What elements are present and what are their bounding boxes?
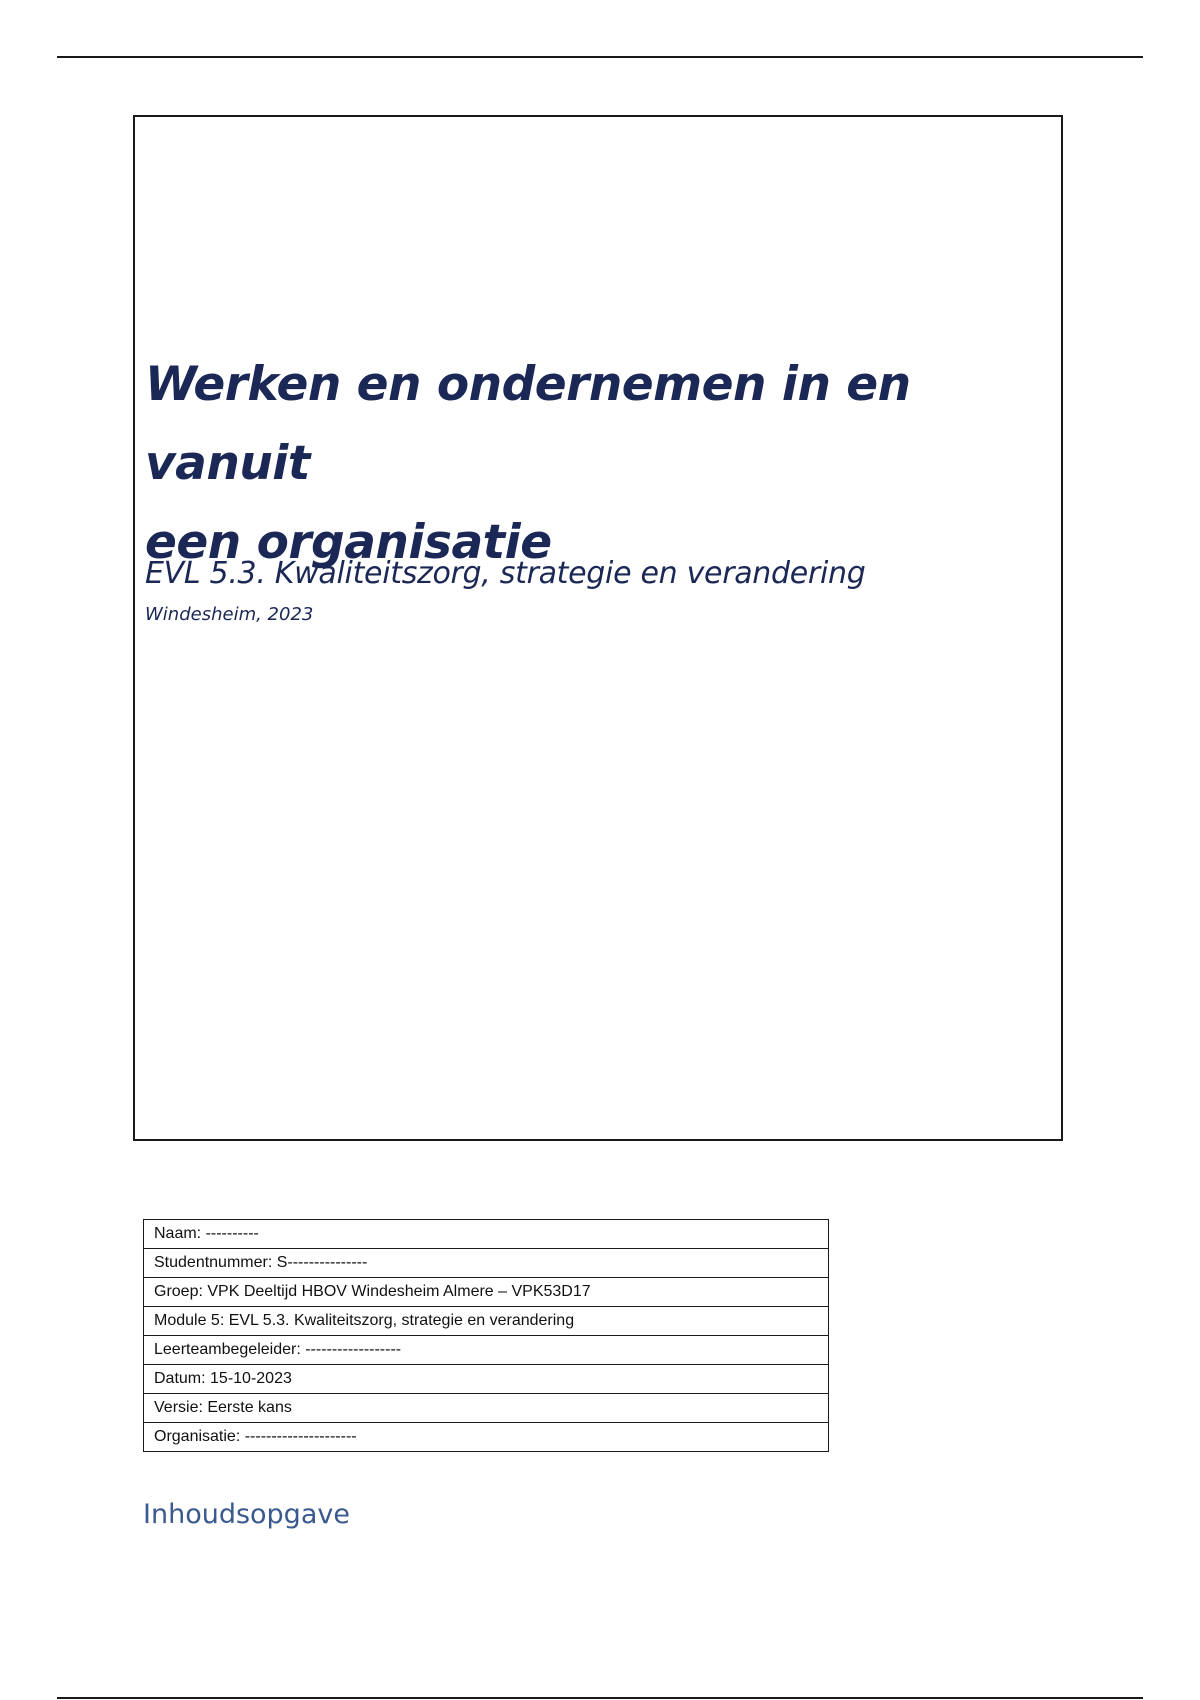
table-row — [144, 1307, 829, 1336]
info-organisation: Organisatie: --------------------- — [144, 1423, 829, 1452]
table-row — [144, 1278, 829, 1307]
document-title — [145, 345, 1045, 582]
cover-frame — [133, 115, 1063, 1141]
table-row — [144, 1423, 829, 1452]
table-row — [144, 1365, 829, 1394]
info-group: Groep: VPK Deeltijd HBOV Windesheim Almere – VPK53D17 — [144, 1278, 829, 1307]
toc-heading: Inhoudsopgave — [143, 1499, 350, 1530]
student-info-table — [143, 1219, 829, 1452]
table-row — [144, 1336, 829, 1365]
table-row — [144, 1220, 829, 1249]
info-name: Naam: ---------- — [144, 1220, 829, 1249]
table-row — [144, 1249, 829, 1278]
document-title-line-1: Werken en ondernemen in en vanuit — [145, 357, 911, 491]
footer-rule — [57, 1697, 1143, 1699]
document-subtitle: EVL 5.3. Kwaliteitszorg, strategie en verandering — [145, 556, 866, 591]
document-title-line-2: een organisatie — [145, 515, 552, 570]
info-version: Versie: Eerste kans — [144, 1394, 829, 1423]
info-module: Module 5: EVL 5.3. Kwaliteitszorg, strategie en verandering — [144, 1307, 829, 1336]
header-rule — [57, 56, 1143, 58]
info-student-number: Studentnummer: S--------------- — [144, 1249, 829, 1278]
info-date: Datum: 15-10-2023 — [144, 1365, 829, 1394]
info-team-coach: Leerteambegeleider: ------------------ — [144, 1336, 829, 1365]
institution-year: Windesheim, 2023 — [145, 604, 314, 625]
table-row — [144, 1394, 829, 1423]
